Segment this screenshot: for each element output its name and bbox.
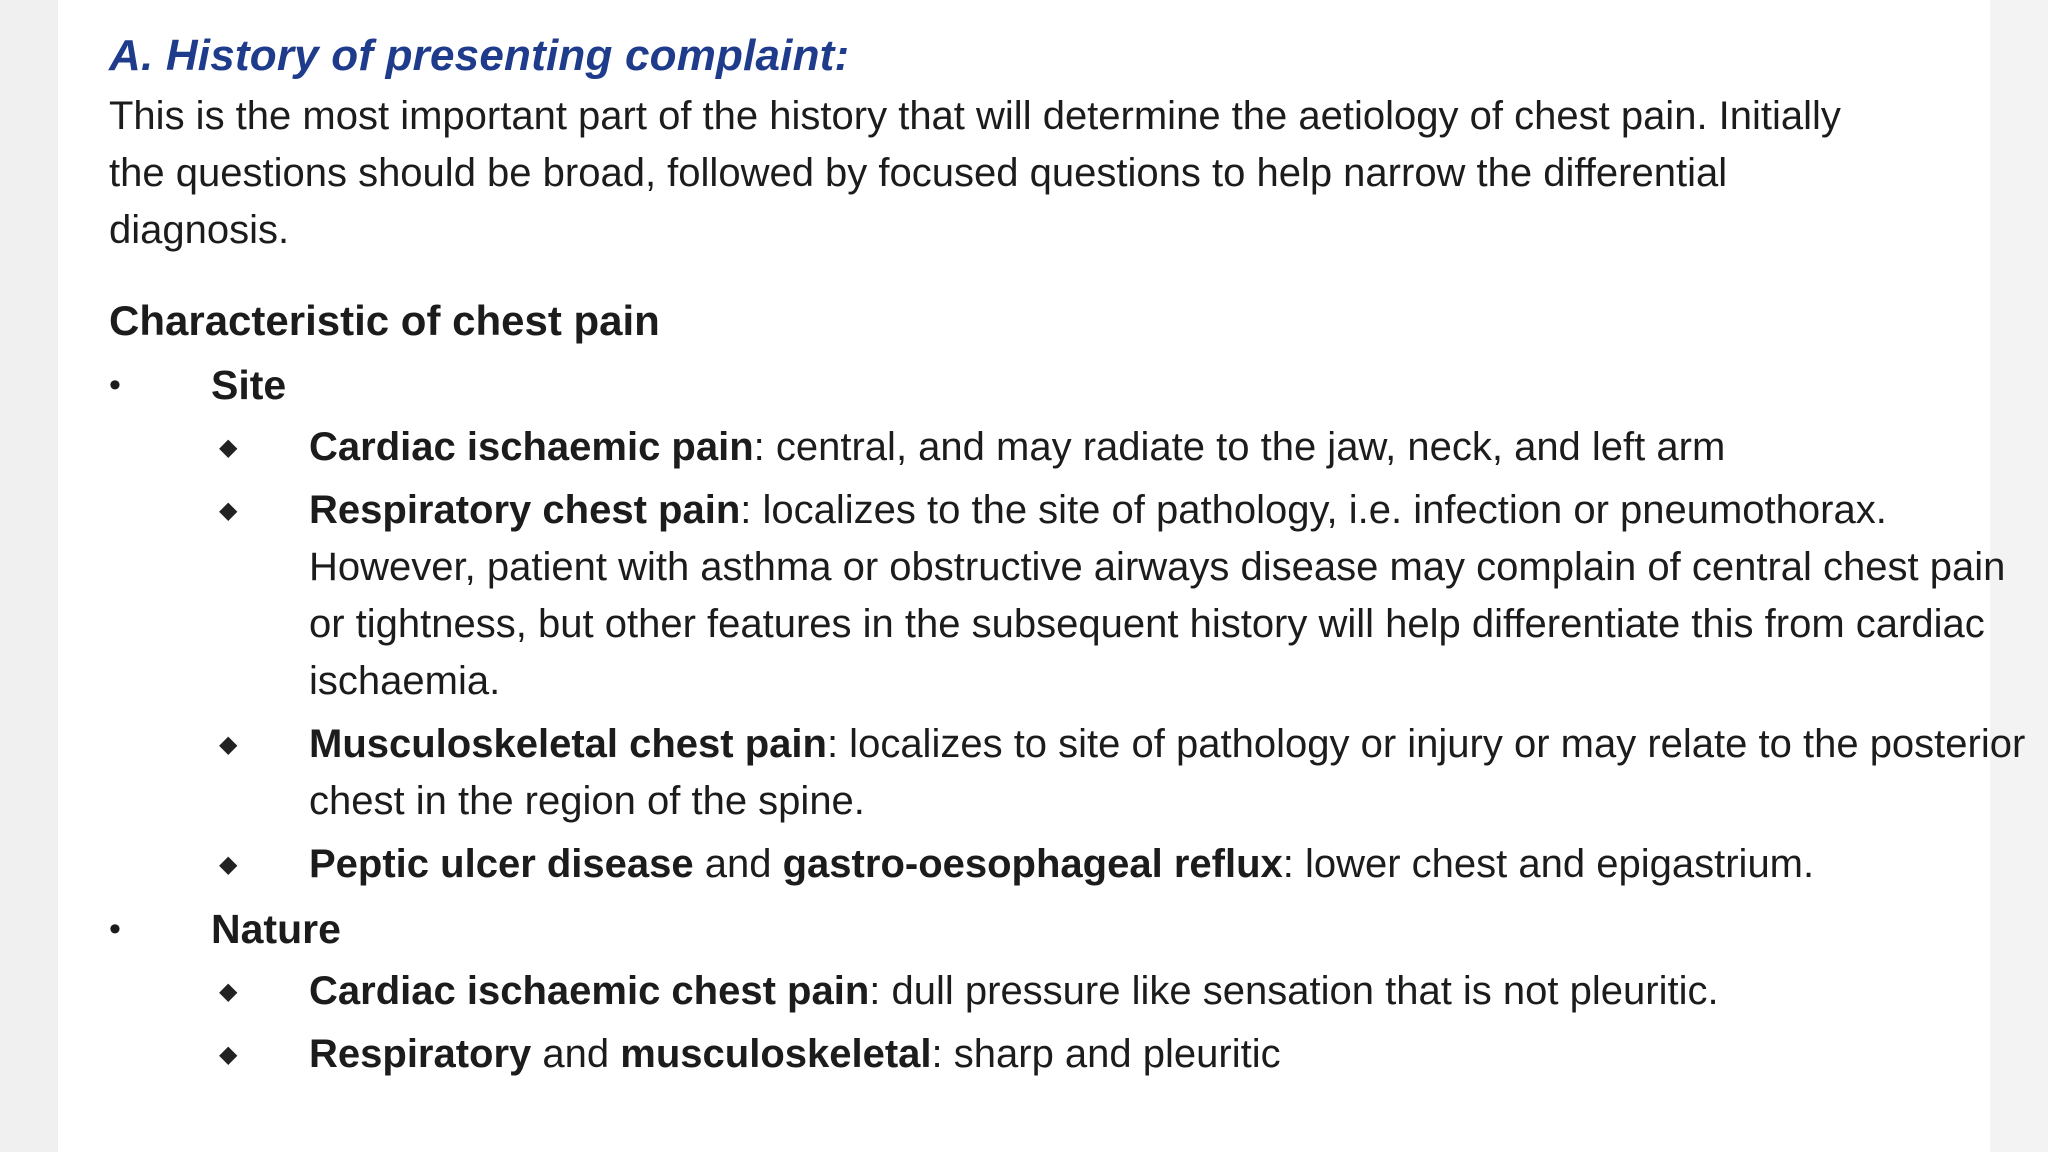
subheading: Characteristic of chest pain (109, 297, 660, 344)
item-term: Respiratory (309, 1032, 532, 1076)
item-connector: and (693, 842, 783, 886)
list-item (109, 482, 2048, 710)
item-term-2: musculoskeletal (620, 1032, 932, 1076)
bullet-label: Site (211, 362, 287, 408)
item-text: : lower chest and epigastrium. (1282, 842, 1815, 886)
list-item (109, 1026, 2048, 1083)
bullet-site (109, 357, 1959, 413)
diamond-bullet-icon: ◆ (219, 1041, 238, 1068)
item-term: Musculoskeletal chest pain (309, 722, 827, 766)
diamond-bullet-icon: ◆ (219, 851, 238, 878)
left-margin (0, 0, 58, 1152)
item-connector: and (531, 1032, 621, 1076)
item-text: : localizes to site of pathology or injury or may relate to the posterior chest in the region of the spine. (309, 722, 2026, 823)
intro-paragraph: This is the most important part of the history that will determine the aetiology of chest pain. Initially the questions should be broad, followed by focused questions to help narrow the differential diagnosis. (109, 94, 1841, 252)
diamond-bullet-icon: ◆ (219, 434, 238, 461)
item-term: Respiratory chest pain (309, 488, 741, 532)
diamond-bullet-icon: ◆ (219, 978, 238, 1005)
section-heading: A. History of presenting complaint: (109, 31, 850, 80)
bullet-dot-icon: • (109, 910, 121, 948)
item-text: : sharp and pleuritic (931, 1032, 1281, 1076)
diamond-bullet-icon: ◆ (219, 497, 238, 524)
bullet-nature (109, 901, 1959, 957)
item-text: : central, and may radiate to the jaw, neck, and left arm (753, 425, 1726, 469)
item-text: : dull pressure like sensation that is not pleuritic. (869, 969, 1719, 1013)
bullet-dot-icon: • (109, 366, 121, 404)
list-item (109, 963, 2048, 1020)
item-term: Cardiac ischaemic chest pain (309, 969, 870, 1013)
bullet-label: Nature (211, 906, 341, 952)
list-item (109, 836, 2048, 893)
document-content (109, 28, 2026, 1083)
diamond-bullet-icon: ◆ (219, 731, 238, 758)
list-item (109, 419, 2048, 476)
item-term: Cardiac ischaemic pain (309, 425, 754, 469)
item-term-2: gastro-oesophageal reflux (782, 842, 1283, 886)
list-item (109, 716, 2048, 830)
item-text: : localizes to the site of pathology, i.e. infection or pneumothorax. However, patient with asthma or obstructive airways disease may complain of central chest pain or tightness, but other features in the subsequent history will help differentiate this from cardiac ischaemia. (309, 488, 2006, 703)
item-term: Peptic ulcer disease (309, 842, 694, 886)
